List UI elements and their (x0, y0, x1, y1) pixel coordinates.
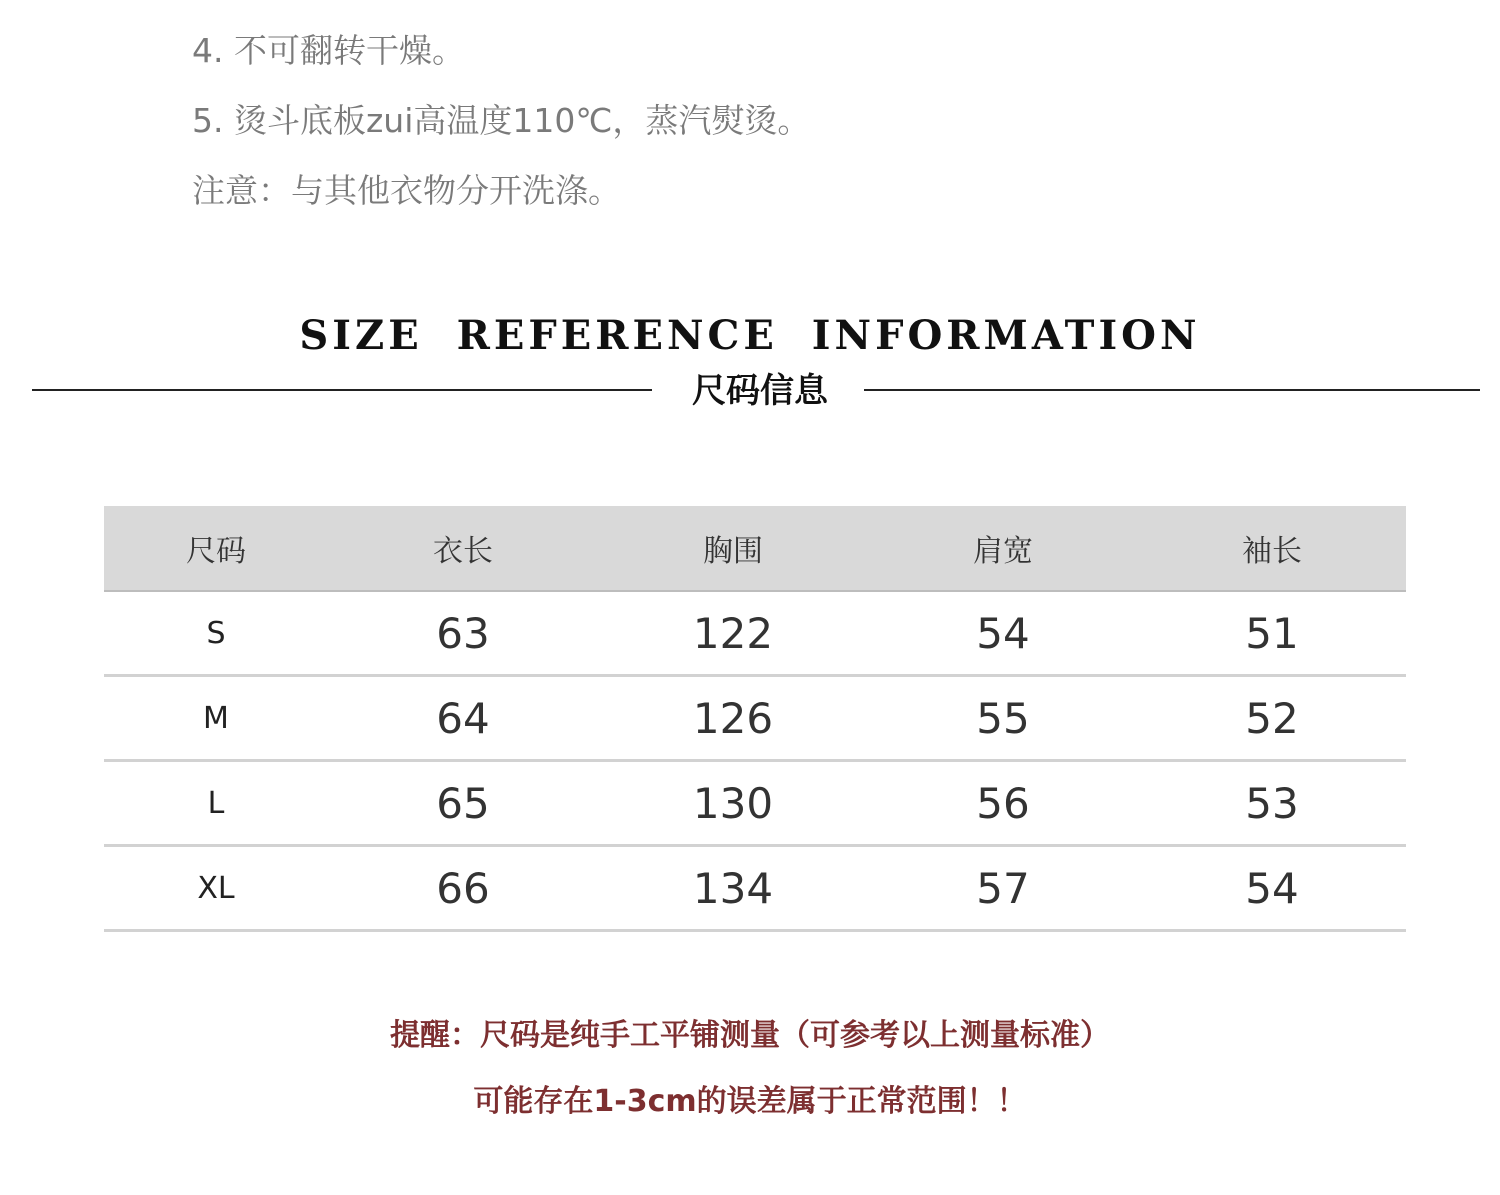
section-subtitle: 尺码信息 (692, 371, 828, 411)
chest-value: 122 (692, 608, 774, 658)
header-length: 衣长 (433, 534, 493, 569)
header-chest: 胸围 (703, 534, 763, 569)
length-value: 65 (436, 778, 490, 828)
length-value: 63 (436, 608, 490, 658)
measurement-note: 提醒：尺码是纯手工平铺测量（可参考以上测量标准） (390, 1018, 1110, 1053)
header-sleeve: 袖长 (1242, 534, 1302, 569)
section-subtitle-row (32, 368, 1480, 414)
shoulder-value: 55 (976, 693, 1030, 743)
size-table (104, 506, 1406, 932)
sleeve-value: 54 (1245, 863, 1299, 913)
section-title: SIZE REFERENCE INFORMATION (299, 312, 1201, 359)
table-row (104, 762, 1406, 847)
table-header-row (104, 506, 1406, 592)
shoulder-value: 57 (976, 863, 1030, 913)
shoulder-value: 54 (976, 608, 1030, 658)
table-row (104, 847, 1406, 932)
sleeve-value: 53 (1245, 778, 1299, 828)
care-item: 4. 不可翻转干燥。 (192, 31, 465, 70)
size-label: XL (197, 870, 235, 906)
chest-value: 134 (692, 863, 774, 913)
length-value: 66 (436, 863, 490, 913)
size-label: S (206, 615, 226, 651)
sleeve-value: 51 (1245, 608, 1299, 658)
care-item: 5. 烫斗底板zui高温度110℃，蒸汽熨烫。 (192, 101, 811, 140)
table-row (104, 677, 1406, 762)
length-value: 64 (436, 693, 490, 743)
size-label: L (207, 785, 225, 821)
shoulder-value: 56 (976, 778, 1030, 828)
table-row (104, 592, 1406, 677)
divider-left (32, 389, 652, 391)
header-size: 尺码 (186, 534, 246, 569)
header-shoulder: 肩宽 (973, 534, 1033, 569)
chest-value: 126 (692, 693, 774, 743)
chest-value: 130 (692, 778, 774, 828)
care-item: 注意：与其他衣物分开洗涤。 (192, 171, 621, 210)
sleeve-value: 52 (1245, 693, 1299, 743)
size-label: M (203, 700, 229, 736)
divider-right (864, 389, 1480, 391)
tolerance-note: 可能存在1-3cm的误差属于正常范围！！ (473, 1084, 1027, 1119)
